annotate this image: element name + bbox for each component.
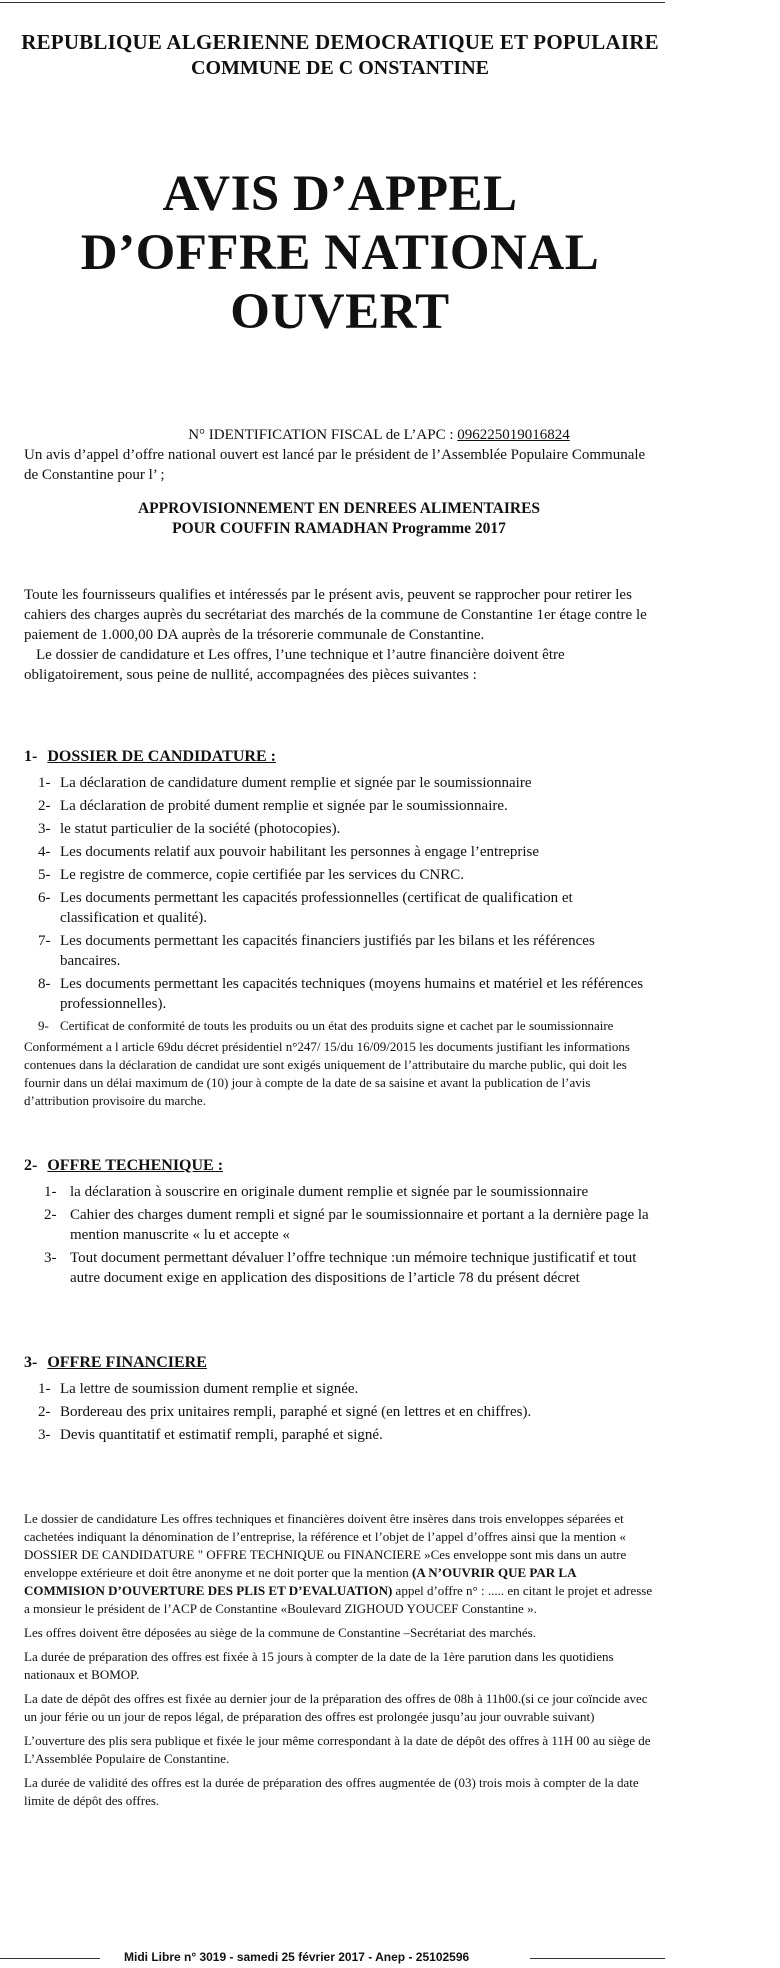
list-item bbox=[24, 1182, 654, 1202]
republic-line: REPUBLIQUE ALGERIENNE DEMOCRATIQUE ET POPULAIRE bbox=[21, 30, 659, 54]
item-text: Certificat de conformité de touts les produits ou un état des produits signe et cachet par le soumissionnaire bbox=[60, 1018, 614, 1033]
fiscal-id-label: N° IDENTIFICATION FISCAL de L’APC : bbox=[188, 427, 458, 443]
notice-title bbox=[0, 165, 680, 342]
item-text: La lettre de soumission dument remplie et signée. bbox=[60, 1381, 359, 1397]
item-number: 8- bbox=[38, 976, 51, 992]
item-number: 2- bbox=[38, 798, 51, 814]
document-header bbox=[0, 30, 680, 80]
opening-session: L’ouverture des plis sera publique et fixée le jour même correspondant à la date de dépôt des offres à 11H 00 au siège de L’Assemblée Populaire de Constantine. bbox=[24, 1733, 651, 1766]
item-text: Cahier des charges dument rempli et signé par le soumissionnaire et portant a la dernière page la mention manuscrite « lu et accepte « bbox=[70, 1207, 649, 1243]
item-number: 2- bbox=[44, 1207, 57, 1223]
subject-line-2: POUR COUFFIN RAMADHAN Programme 2017 bbox=[172, 520, 506, 537]
item-text: Le registre de commerce, copie certifiée par les services du CNRC. bbox=[60, 867, 464, 883]
withdrawal-paragraph: Toute les fournisseurs qualifies et intéressés par le présent avis, peuvent se rapprocher pour retirer les cahiers des charges auprès du secrétariat des marchés de la commune de Constantine 1er étage contre le paiement de 1.000,00 DA auprès de la trésorerie communale de Constantine. bbox=[24, 587, 647, 643]
title-line-3: OUVERT bbox=[230, 284, 450, 340]
deposit-location: Les offres doivent être déposées au siège de la commune de Constantine –Secrétariat des marchés. bbox=[24, 1625, 536, 1640]
section-3-title: OFFRE FINANCIERE bbox=[47, 1354, 207, 1371]
candidature-documents-list bbox=[24, 773, 654, 1035]
item-text: Les documents permettant les capacités financiers justifiés par les bilans et les références bancaires. bbox=[60, 933, 595, 969]
list-item bbox=[24, 1017, 654, 1035]
section-1-number: 1- bbox=[24, 748, 38, 765]
item-text: Bordereau des prix unitaires rempli, paraphé et signé (en lettres et en chiffres). bbox=[60, 1404, 532, 1420]
closing-conditions bbox=[24, 1510, 654, 1810]
item-text: Les documents relatif aux pouvoir habilitant les personnes à engage l’entreprise bbox=[60, 844, 540, 860]
list-item bbox=[24, 773, 654, 793]
section-3-heading bbox=[24, 1353, 654, 1373]
section-2-number: 2- bbox=[24, 1157, 38, 1174]
envelope-text: Le dossier de candidature Les offres techniques et financières doivent être insères dans trois enveloppes séparées et cachetées indiquant la dénomination de l’entreprise, la référence et l’objet de l’appel d’offres ainsi que la mention « DOSSIER DE CANDIDATURE " OFFRE TECHNIQUE ou FINANCIERE »Ces enveloppe sont mis dans un autre enveloppe extérieure et doit être anonyme et ne doit porter que la mention bbox=[24, 1511, 627, 1580]
requirements-paragraph: Le dossier de candidature et Les offres, l’une technique et l’autre financière doivent être obligatoirement, sous peine de nullité, accompagnées des pièces suivantes : bbox=[24, 647, 565, 683]
financial-offer-list bbox=[24, 1379, 654, 1445]
deposit-date: La date de dépôt des offres est fixée au dernier jour de la préparation des offres de 08h à 11h00.(si ce jour coïncide avec un jour férie ou un jour de repos légal, de préparation des offres est prolongée jusqu’au jour ouvrable suivant) bbox=[24, 1691, 648, 1724]
fiscal-id bbox=[104, 425, 654, 445]
fiscal-id-number: 096225019016824 bbox=[457, 427, 570, 443]
item-number: 4- bbox=[38, 844, 51, 860]
item-text: Tout document permettant dévaluer l’offre technique :un mémoire technique justificatif et tout autre document exige en application des dispositions de l’article 78 du présent décret bbox=[70, 1250, 637, 1286]
section-2-title: OFFRE TECHENIQUE : bbox=[47, 1157, 224, 1174]
item-number: 5- bbox=[38, 867, 51, 883]
title-line-1: AVIS D’APPEL bbox=[162, 166, 518, 222]
validity-period: La durée de validité des offres est la durée de préparation des offres augmentée de (03) trois mois à compter de la date limite de dépôt des offres. bbox=[24, 1775, 639, 1808]
section-1-title: DOSSIER DE CANDIDATURE : bbox=[47, 748, 276, 765]
item-number: 9- bbox=[38, 1018, 49, 1033]
item-number: 3- bbox=[38, 821, 51, 837]
item-number: 3- bbox=[38, 1427, 51, 1443]
title-line-2: D’OFFRE NATIONAL bbox=[80, 225, 600, 281]
item-text: Les documents permettant les capacités techniques (moyens humains et matériel et les références professionnelles). bbox=[60, 976, 644, 1012]
section-1-heading bbox=[24, 747, 654, 767]
envelope-address: appel d’offre n° : ..... en citant le projet et adresse a monsieur le président de l’ACP de Constantine «Boulevard ZIGHOUD YOUCEF Constantine ». bbox=[24, 1583, 653, 1616]
list-item bbox=[24, 888, 654, 928]
list-item bbox=[24, 1248, 654, 1288]
item-text: Les documents permettant les capacités professionnelles (certificat de qualification et classification et qualité). bbox=[60, 890, 573, 926]
list-item bbox=[24, 796, 654, 816]
envelope-mention: (A N’OUVRIR QUE PAR LA COMMISION D’OUVERTURE DES PLIS ET D’EVALUATION) bbox=[24, 1565, 576, 1598]
item-text: La déclaration de probité dument remplie et signée par le soumissionnaire. bbox=[60, 798, 508, 814]
notice-body bbox=[24, 425, 654, 1816]
item-number: 6- bbox=[38, 890, 51, 906]
tender-subject bbox=[24, 499, 654, 539]
section-2-heading bbox=[24, 1156, 654, 1176]
item-text: le statut particulier de la société (photocopies). bbox=[60, 821, 341, 837]
footer-rule-right bbox=[530, 1958, 665, 1959]
list-item bbox=[24, 1425, 654, 1445]
item-text: la déclaration à souscrire en originale dument remplie et signée par le soumissionnaire bbox=[70, 1184, 589, 1200]
list-item bbox=[24, 1402, 654, 1422]
list-item bbox=[24, 819, 654, 839]
preparation-period: La durée de préparation des offres est fixée à 15 jours à compter de la date de la 1ère parution dans les quotidiens nationaux et BOMOP. bbox=[24, 1649, 614, 1682]
publication-reference: Midi Libre n° 3019 - samedi 25 février 2017 - Anep - 25102596 bbox=[124, 1950, 470, 1964]
item-text: La déclaration de candidature dument remplie et signée par le soumissionnaire bbox=[60, 775, 532, 791]
technical-offer-list bbox=[24, 1182, 654, 1288]
footer-rule-left bbox=[0, 1958, 100, 1959]
subject-line-1: APPROVISIONNEMENT EN DENREES ALIMENTAIRES bbox=[137, 500, 541, 517]
item-text: Devis quantitatif et estimatif rempli, paraphé et signé. bbox=[60, 1427, 383, 1443]
decree-note: Conformément a l article 69du décret présidentiel n°247/ 15/du 16/09/2015 les documents justifiant les informations contenues dans la déclaration de candidat ure sont exigés uniquement de l’attributaire du marche public, qui doit les fournir dans un délai maximum de (10) jour à compte de la date de sa saisine et avant la publication de l’avis d’attribution provisoire du marche. bbox=[24, 1039, 630, 1108]
commune-line: COMMUNE DE C ONSTANTINE bbox=[191, 57, 489, 79]
item-number: 3- bbox=[44, 1250, 57, 1266]
publication-footer bbox=[0, 1950, 665, 1966]
item-number: 7- bbox=[38, 933, 51, 949]
envelope-instructions bbox=[24, 1510, 654, 1618]
item-number: 1- bbox=[44, 1184, 57, 1200]
top-rule bbox=[0, 2, 665, 3]
list-item bbox=[24, 1205, 654, 1245]
list-item bbox=[24, 974, 654, 1014]
list-item bbox=[24, 931, 654, 971]
item-number: 1- bbox=[38, 1381, 51, 1397]
list-item bbox=[24, 865, 654, 885]
intro-paragraph: Un avis d’appel d’offre national ouvert est lancé par le président de l’Assemblée Populaire Communale de Constantine pour l’ ; bbox=[24, 447, 646, 483]
list-item bbox=[24, 1379, 654, 1399]
list-item bbox=[24, 842, 654, 862]
section-3-number: 3- bbox=[24, 1354, 38, 1371]
item-number: 2- bbox=[38, 1404, 51, 1420]
item-number: 1- bbox=[38, 775, 51, 791]
